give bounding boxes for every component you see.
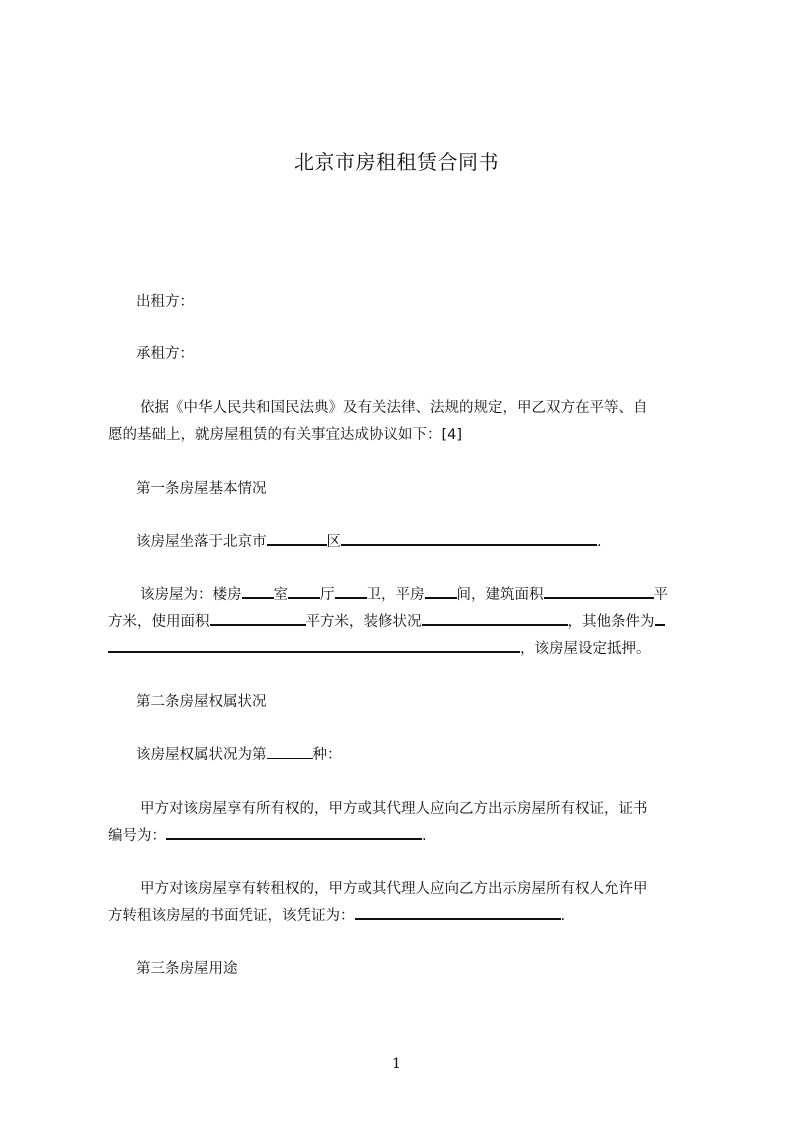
district-label: 区 bbox=[326, 534, 341, 550]
address-blank bbox=[341, 534, 597, 546]
intro-line-1: 依据《中华人民共和国民法典》及有关法律、法规的规定，甲乙双方在平等、自 bbox=[140, 400, 648, 416]
case-1-line-1: 甲方对该房屋享有所有权的，甲方或其代理人应向乙方出示房屋所有权证，证书 bbox=[140, 801, 648, 817]
article-1-heading: 第一条房屋基本情况 bbox=[136, 481, 267, 497]
details-line-2 bbox=[108, 613, 665, 631]
document-title: 北京市房租租赁合同书 bbox=[294, 150, 499, 174]
case-2-end: . bbox=[560, 908, 566, 924]
details-line-3-end: ，该房屋设定抵押。 bbox=[520, 641, 651, 657]
hall-blank bbox=[288, 587, 320, 599]
rooms-blank bbox=[425, 587, 457, 599]
lessee-label: 承租方： bbox=[136, 346, 194, 362]
details-prefix: 该房屋为：楼房 bbox=[140, 587, 242, 603]
building-area-blank bbox=[544, 587, 654, 599]
ownership-status-line bbox=[136, 746, 342, 764]
bath-label: 卫，平房 bbox=[366, 587, 425, 603]
details-line-3 bbox=[108, 640, 651, 658]
status-prefix: 该房屋权属状况为第 bbox=[136, 747, 267, 763]
intro-line-2: 愿的基础上，就房屋租赁的有关事宜达成协议如下：[4] bbox=[108, 427, 463, 443]
room-label: 室 bbox=[273, 587, 288, 603]
other-label: ，其他条件为 bbox=[567, 614, 655, 630]
voucher-label: 方转租该房屋的书面凭证，该凭证为： bbox=[108, 908, 355, 924]
hall-label: 厅 bbox=[320, 587, 335, 603]
details-line-1 bbox=[140, 586, 668, 604]
lessor-label: 出租方： bbox=[136, 294, 194, 310]
ping-label: 平 bbox=[653, 587, 668, 603]
rooms-label: 间，建筑面积 bbox=[456, 587, 544, 603]
status-blank bbox=[267, 748, 313, 759]
other-blank-start bbox=[655, 614, 665, 626]
status-suffix: 种： bbox=[312, 747, 342, 763]
case-1-line-2 bbox=[108, 827, 427, 845]
case-2-line-2 bbox=[108, 907, 565, 925]
article-3-heading: 第三条房屋用途 bbox=[136, 961, 238, 977]
details-line-2-prefix: 方米，使用面积 bbox=[108, 614, 210, 630]
sqm-label: 平方米，装修状况 bbox=[305, 614, 422, 630]
district-blank bbox=[267, 534, 327, 546]
certificate-number-blank bbox=[166, 828, 422, 840]
voucher-blank bbox=[355, 908, 561, 920]
case-1-end: . bbox=[422, 828, 427, 844]
location-end: . bbox=[597, 534, 602, 550]
bath-blank bbox=[335, 587, 367, 599]
case-2-line-1: 甲方对该房屋享有转租权的，甲方或其代理人应向乙方出示房屋所有权人允许甲 bbox=[140, 881, 648, 897]
usable-area-blank bbox=[210, 614, 306, 626]
article-2-heading: 第二条房屋权属状况 bbox=[136, 694, 267, 710]
other-conditions-blank bbox=[108, 641, 520, 653]
certificate-label: 编号为： bbox=[108, 828, 166, 844]
page-number: 1 bbox=[392, 1056, 401, 1072]
location-line bbox=[136, 533, 602, 551]
decoration-blank bbox=[422, 614, 568, 626]
room-blank bbox=[242, 587, 274, 599]
location-prefix: 该房屋坐落于北京市 bbox=[136, 534, 267, 550]
